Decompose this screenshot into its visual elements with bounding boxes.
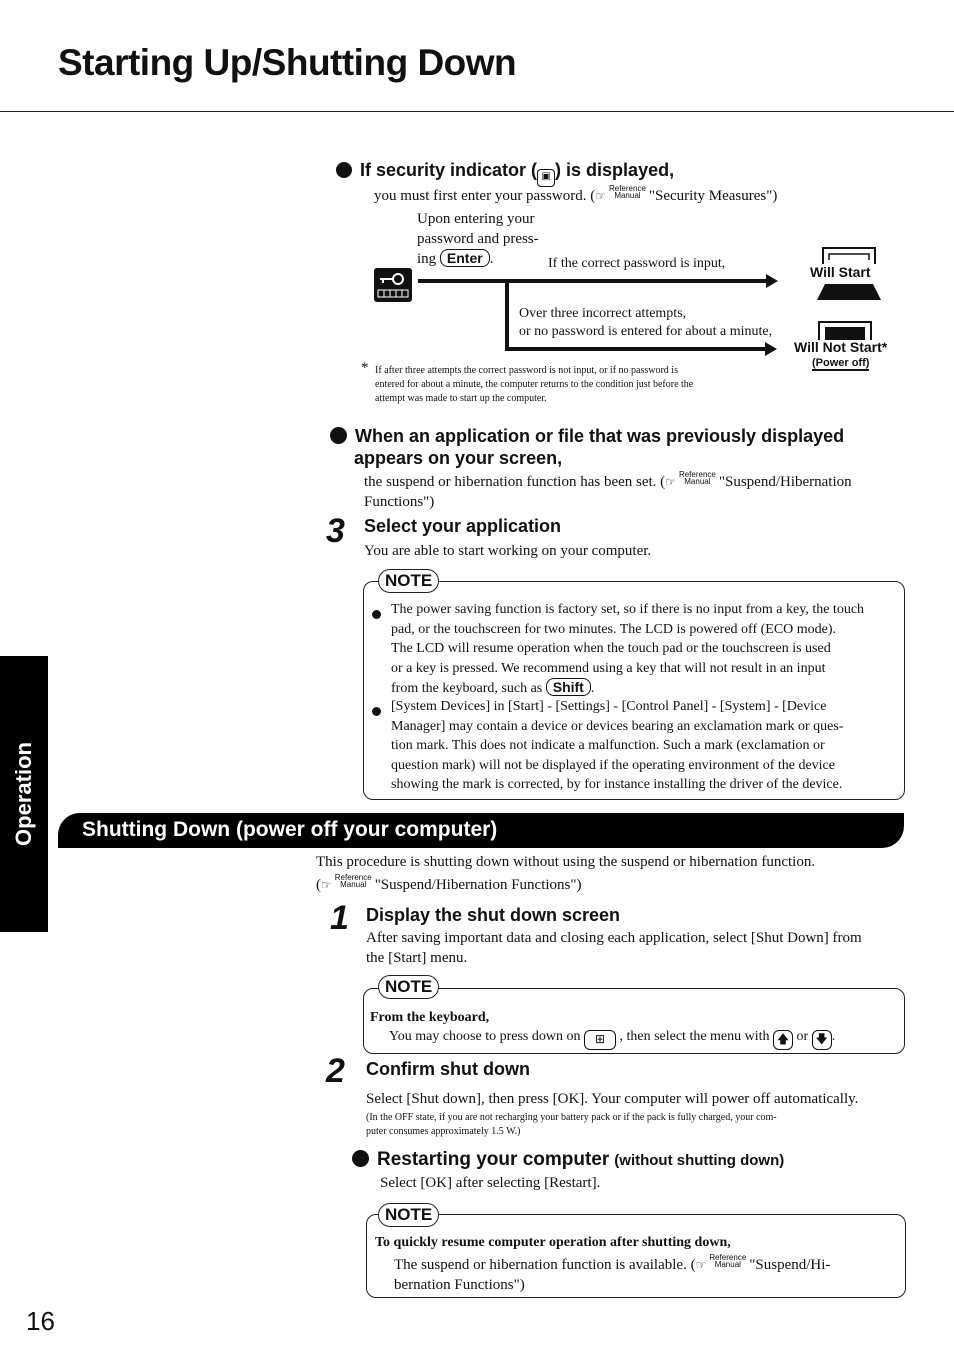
note1-b2-line-5: showing the mark is corrected, by for instance installing the driver of the device. — [391, 777, 843, 792]
arrow-down-key-icon: 🡇 — [812, 1030, 832, 1050]
application-body: the suspend or hibernation function has been set. (☞Reference Manual "Suspend/Hibernation — [364, 470, 852, 490]
restart-heading: Restarting your computer (without shutting down) — [352, 1149, 784, 1171]
upon-line-1: Upon entering your — [417, 211, 535, 227]
note2-bold: From the keyboard, — [370, 1010, 490, 1025]
note1-b1-line-3: The LCD will resume operation when the touch pad or the touchscreen is used — [391, 641, 831, 656]
power-off-label: (Power off) — [812, 357, 870, 369]
note1-b1-line-5: from the keyboard, such as Shift . — [391, 679, 595, 696]
will-not-start-label: Will Not Start* — [794, 339, 888, 355]
note3-line-2: bernation Functions") — [394, 1277, 525, 1293]
upon-line-2: password and press- — [417, 231, 539, 247]
application-body-2: Functions") — [364, 494, 435, 510]
reference-manual-label: Reference Manual — [709, 1253, 747, 1269]
note1-bullet-2 — [372, 703, 381, 721]
step2-body: Select [Shut down], then press [OK]. Your computer will power off automatically. — [366, 1091, 859, 1107]
step2-heading: Confirm shut down — [366, 1059, 530, 1079]
step-number-2: 2 — [326, 1052, 345, 1090]
security-intro: you must first enter your password. (☞Reference Manual "Security Measures") — [374, 184, 778, 204]
reference-manual-label: Reference Manual — [608, 184, 646, 200]
incorrect-line-2: or no password is entered for about a minute, — [519, 324, 773, 339]
incorrect-arrow — [505, 347, 765, 351]
step2-small-2: puter consumes approximately 1.5 W.) — [366, 1126, 521, 1137]
bullet-icon — [352, 1150, 369, 1167]
correct-password-text: If the correct password is input, — [548, 256, 726, 271]
note1-bullet-1 — [372, 606, 381, 624]
step1-body-1: After saving important data and closing each application, select [Shut Down] from — [366, 930, 862, 946]
step2-small-1: (In the OFF state, if you are not recharging your battery pack or if the pack is fully charged, your com- — [366, 1112, 777, 1123]
title-divider — [0, 111, 954, 112]
page-title: Starting Up/Shutting Down — [58, 42, 517, 83]
branch-line — [505, 281, 509, 351]
security-indicator-icon: ▣ — [537, 169, 555, 187]
reference-hand-icon: ☞ — [595, 189, 606, 203]
step1-body-2: the [Start] menu. — [366, 950, 468, 966]
enter-key: Enter — [440, 249, 490, 267]
reference-hand-icon: ☞ — [695, 1258, 707, 1272]
note1-b1-line-4: or a key is pressed. We recommend using a key that will not result in an input — [391, 661, 826, 676]
bullet-icon — [336, 162, 352, 178]
footnote-line-2: entered for about a minute, the computer returns to the condition just before the — [375, 379, 694, 390]
bullet-icon — [330, 427, 347, 444]
security-key-icon — [374, 268, 412, 302]
shift-key: Shift — [546, 678, 591, 696]
step-number-1: 1 — [330, 899, 349, 937]
will-start-label: Will Start — [810, 264, 871, 280]
page-number: 16 — [26, 1306, 55, 1336]
security-heading: If security indicator ( ▣ ) is displayed, — [336, 160, 674, 187]
note1-b2-line-3: tion mark. This does not indicate a malfunction. Such a mark (exclamation or — [391, 738, 825, 753]
note-tag-1: NOTE — [378, 569, 439, 593]
shutdown-intro-1: This procedure is shutting down without using the suspend or hibernation function. — [316, 854, 816, 870]
incorrect-arrowhead — [765, 342, 777, 356]
reference-hand-icon: ☞ — [321, 878, 332, 892]
note-tag-2: NOTE — [378, 975, 439, 999]
step3-body: You are able to start working on your computer. — [364, 543, 652, 559]
step1-heading: Display the shut down screen — [366, 905, 621, 925]
step3-heading: Select your application — [364, 516, 562, 536]
reference-manual-label: Reference Manual — [678, 470, 716, 486]
step-number-3: 3 — [326, 512, 345, 550]
reference-manual-label: Reference Manual — [334, 873, 372, 889]
reference-hand-icon: ☞ — [665, 475, 676, 489]
application-heading-1: When an application or file that was previously displayed — [330, 426, 844, 447]
note2-line: You may choose to press down on ⊞ , then select the menu with 🡅 or 🡇 . — [389, 1027, 835, 1050]
note1-b2-line-4: question mark) will not be displayed if the operating environment of the device — [391, 758, 835, 773]
footnote-line-3: attempt was made to start up the computer. — [375, 393, 547, 404]
note3-line-1: The suspend or hibernation function is available. (☞Reference Manual "Suspend/Hi- — [394, 1253, 831, 1273]
note1-b1-line-2: pad, or the touchscreen for two minutes. The LCD is powered off (ECO mode). — [391, 622, 837, 637]
arrow-up-key-icon: 🡅 — [773, 1030, 793, 1050]
incorrect-line-1: Over three incorrect attempts, — [519, 306, 687, 321]
correct-arrow — [418, 279, 768, 283]
note1-b2-line-2: Manager] may contain a device or devices bearing an exclamation mark or ques- — [391, 719, 844, 734]
note-tag-3: NOTE — [378, 1203, 439, 1227]
footnote-line-1: If after three attempts the correct password is not input, or if no password is — [375, 365, 678, 376]
note1-b1-line-1: The power saving function is factory set, so if there is no input from a key, the touch — [391, 602, 865, 617]
side-tab-operation: Operation — [0, 656, 48, 932]
shutdown-intro-2: (☞Reference Manual "Suspend/Hibernation Functions") — [316, 873, 582, 893]
shutdown-banner: Shutting Down (power off your computer) — [58, 813, 904, 848]
windows-key-icon: ⊞ — [584, 1030, 616, 1050]
upon-line-3: ing Enter . — [417, 250, 494, 267]
restart-body: Select [OK] after selecting [Restart]. — [380, 1175, 601, 1191]
correct-arrowhead — [766, 274, 778, 288]
application-heading-2: appears on your screen, — [354, 448, 563, 468]
note3-bold: To quickly resume computer operation after shutting down, — [375, 1235, 731, 1250]
footnote-mark: * — [361, 360, 369, 376]
note1-b2-line-1: [System Devices] in [Start] - [Settings] - [Control Panel] - [System] - [Device — [391, 699, 827, 714]
